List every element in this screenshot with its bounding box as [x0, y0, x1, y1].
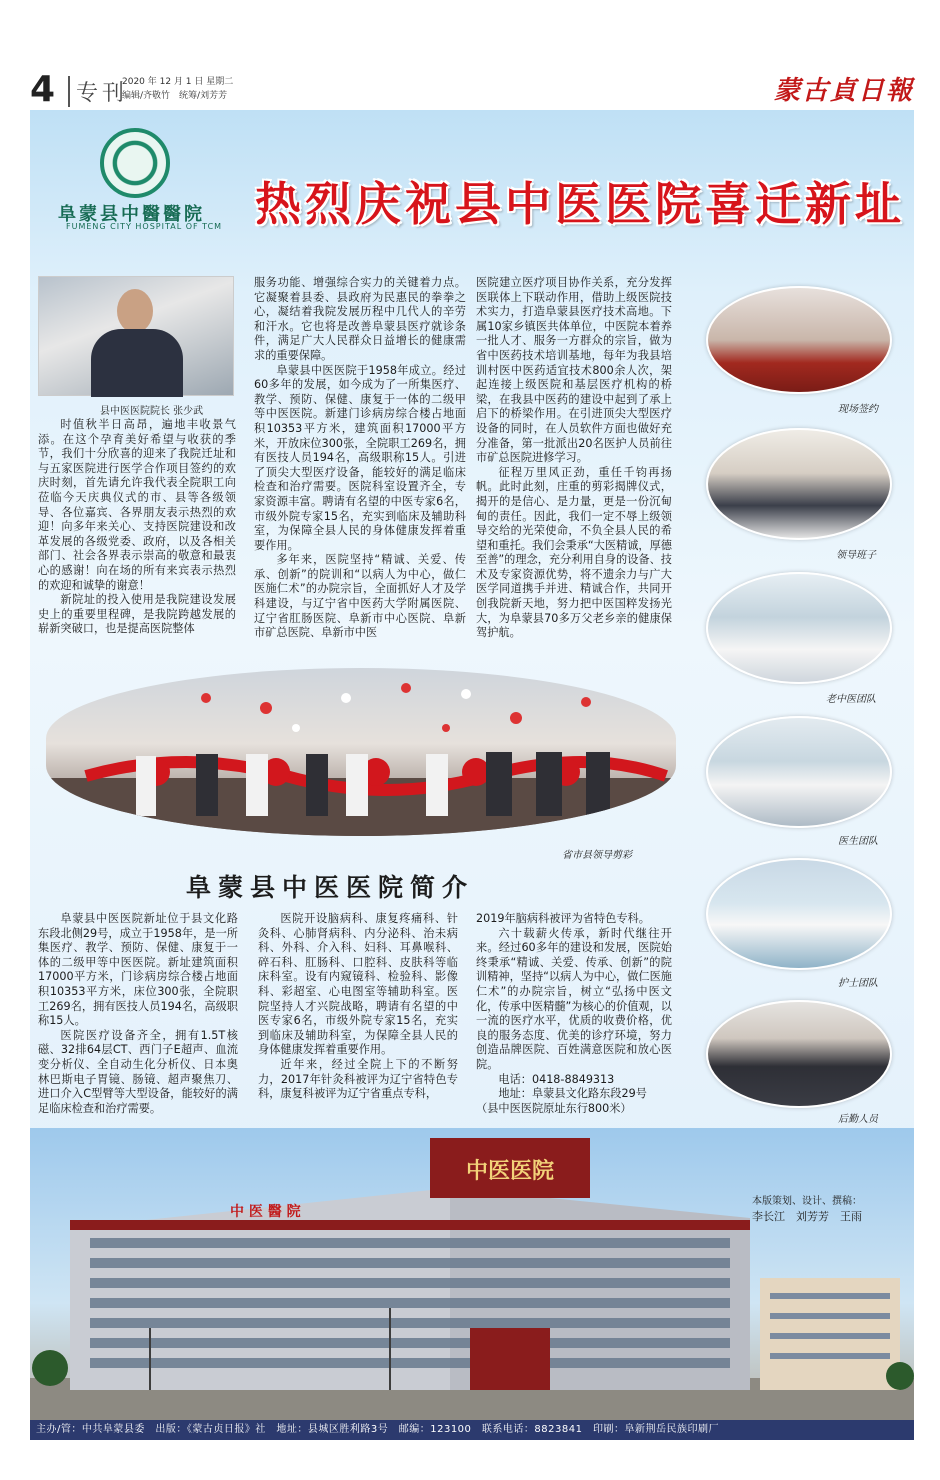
photo-ribbon-cutting — [46, 668, 676, 836]
photo-caption-doctors: 医生团队 — [838, 836, 878, 847]
photo-leaders — [706, 428, 892, 540]
article-paragraph: 征程万里风正劲，重任千钧再扬帆。此时此刻，庄重的剪彩揭牌仪式，揭开的是信心、是力量，更是一份沉甸甸的责任。因此，我们一定不辱上级领导交给的光荣使命，不负全县人民的希望和重托。我们会秉承“大医精诚，厚德至善”的理念，充分利用自身的设备、技术及专家资源优势，将不遗余力与广大医学同道携手并进、精诚合作，共同开创我院新天地，努力把中医国粹发扬光大，为阜蒙县70多万父老乡亲的健康保驾护航。 — [476, 465, 672, 640]
article-paragraph: 阜蒙县中医医院于1958年成立。经过60多年的发展，如今成为了一所集医疗、教学、预防、保健、康复于一体的二级甲等中医医院。新建门诊病房综合楼占地面积10353平方米，建筑面积17000平方米，开放床位300张，全院职工269名，拥有医技人员194名，高级职称15人。引进了顶尖大型医疗设备，能较好的满足临床检查和治疗需要。医院科室设置齐全，专家资源丰富。聘请有名望的中医专家6名，市级外院专家15名，充实到临床及辅助科室，为保障全县人民的身体健康发挥着重要作用。 — [254, 363, 466, 552]
building-upper-sign: 中 医 醫 院 — [230, 1204, 301, 1220]
building-roof-sign: 中医医院 — [465, 1158, 555, 1184]
hospital-logo-name: 阜蒙县中醫醫院 — [58, 204, 205, 225]
page-number: 4 — [30, 69, 56, 110]
article-column-3 — [476, 276, 672, 641]
headline: 热烈庆祝县中医医院喜迁新址 — [255, 177, 905, 231]
director-portrait — [38, 276, 234, 396]
credits-names: 李长江 刘芳芳 王雨 — [752, 1210, 862, 1223]
paper-name: 蒙古貞日報 — [773, 76, 914, 106]
photo-caption-signing: 现场签约 — [838, 404, 878, 415]
photo-signing — [706, 286, 892, 394]
masthead — [30, 70, 914, 112]
article-paragraph: 新院址的投入使用是我院建设发展史上的重要里程碑，是我院跨越发展的崭新突破口，也是提高医院整体 — [38, 593, 236, 636]
editors-line: 编辑/齐敬竹 统筹/刘芳芳 — [122, 91, 228, 101]
photo-caption-ribbon: 省市县领导剪彩 — [562, 850, 632, 861]
portrait-head — [117, 289, 153, 333]
photo-caption-nurses: 护士团队 — [838, 978, 878, 989]
portrait-caption: 县中医医院院长 张少武 — [100, 406, 204, 417]
photo-caption-leaders: 领导班子 — [836, 550, 876, 561]
footer-bar: 主办/管：中共阜蒙县委 出版：《蒙古贞日报》社 地址：县城区胜利路3号 邮编：123100 联系电话：8823841 印刷：阜新荆岳民族印刷厂 — [30, 1420, 914, 1440]
photo-veteran-team — [706, 572, 892, 684]
intro-paragraph: 2019年脑病科被评为省特色专科。 — [476, 912, 650, 925]
photo-logistics-team — [706, 1000, 892, 1108]
article-column-1 — [38, 418, 236, 637]
hospital-logo-icon — [100, 128, 170, 198]
intro-paragraph: 医院医疗设备齐全，拥有1.5T核磁、32排64层CT、西门子E超声、血流变分析仪、全自动生化分析仪、日本奥林巴斯电子胃镜、肠镜、超声聚焦刀、进口介入C型臂等大型设备，能较好的满足临床检查和治疗需要。 — [38, 1028, 238, 1115]
intro-paragraph: 阜蒙县中医医院新址位于县文化路东段北侧29号，成立于1958年，是一所集医疗、教学、预防、保健、康复于一体的二级甲等中医医院。新址建筑面积17000平方米，门诊病房综合楼占地面积10353平方米，床位300张，全院职工269名，拥有医技人员194名，高级职称15人。 — [38, 912, 238, 1028]
photo-caption-veteran: 老中医团队 — [826, 694, 876, 705]
photo-hospital-building — [30, 1128, 914, 1420]
date-line: 2020 年 12 月 1 日 星期二 — [122, 77, 234, 87]
intro-title: 阜蒙县中医医院简介 — [186, 873, 475, 902]
portrait-body — [91, 329, 183, 397]
contact-address: 地址：阜蒙县文化路东段29号 — [498, 1087, 647, 1101]
intro-paragraph: 医院开设脑病科、康复疼痛科、针灸科、心肺肾病科、内分泌科、治未病科、外科、介入科、妇科、耳鼻喉科、碎石科、肛肠科、口腔科、皮肤科等临床科室。设有内窥镜科、检验科、影像科、彩超室、心电图室等辅助科室。医院坚持人才兴院战略，聘请有名望的中医专家6名，市级外院专家15名，充实到临床及辅助科室，为保障全县人民的身体健康发挥着重要作用。 — [258, 912, 458, 1057]
photo-nurses-team — [706, 858, 892, 970]
photo-caption-logistics: 后勤人员 — [838, 1114, 878, 1125]
contact-phone: 电话：0418-8849313 — [498, 1072, 615, 1086]
contact-address-note: （县中医医院原址东行800米） — [476, 1101, 632, 1115]
article-paragraph: 多年来，医院坚持“精诚、关爱、传承、创新”的院训和“以病人为中心，做仁医施仁术”的办院宗旨，全面抓好人才及学科建设，与辽宁省中医药大学附属医院、辽宁省肛肠医院、阜新市中心医院、阜新市矿总医院、阜新市中医 — [254, 553, 466, 640]
ribbon-scene — [46, 668, 676, 836]
article-paragraph: 医院建立医疗项目协作关系，充分发挥医联体上下联动作用，借助上级医院技术实力，打造阜蒙县医疗技术高地。下属10家乡镇医共体单位，中医院本着养一批人才、服务一方群众的宗旨，做为省中医药技术培训基地，每年为我县培训村医中医药适宜技术800余人次，架起连接上级医院和基层医疗机构的桥梁，在我县中医药的建设中起到了承上启下的桥梁作用。在引进顶尖大型医疗设备的同时，在人员软件方面也做好充分准备，第一批派出20名医护人员前往市矿总医院进修学习。 — [476, 276, 672, 465]
article-column-2 — [254, 276, 466, 641]
intro-paragraph: 近年来，经过全院上下的不断努力，2017年针灸科被评为辽宁省特色专科，康复科被评为辽宁省重点专科， — [258, 1057, 458, 1101]
credits-label: 本版策划、设计、撰稿： — [752, 1196, 862, 1207]
building-scene — [30, 1128, 914, 1420]
intro-paragraph: 六十载薪火传承，新时代继往开来。经过60多年的建设和发展，医院始终秉承“精诚、关爱、传承、创新”的院训精神，坚持“以病人为中心，做仁医施仁术”的办院宗旨，树立“弘扬中医文化，传承中医精髓”为核心的价值观，以一流的医疗水平，优质的收费价格，优良的服务态度、优美的诊疗环境，努力创造品牌医院、百姓满意医院和放心医院。 — [476, 926, 672, 1071]
intro-column-2 — [258, 912, 458, 1102]
article-paragraph: 时值秋半日高昂，遍地丰收景气添。在这个孕育美好希望与收获的季节，我们十分欣喜的迎来了我院迁址和与五家医院进行医学合作项目签约的欢庆时刻，首先请允许我代表全院职工向莅临今天庆典仪式的市、县等各级领导、各位嘉宾、各界朋友表示热烈的欢迎！向多年来关心、支持医院建设和改革发展的各级党委、政府，以及各相关部门、社会各界表示崇高的敬意和最衷心的感谢！向在场的所有来宾表示热烈的欢迎和诚挚的谢意！ — [38, 418, 236, 592]
hospital-logo-en: FUMENG CITY HOSPITAL OF TCM — [66, 222, 223, 231]
article-paragraph: 服务功能、增强综合实力的关键着力点。它凝聚着县委、县政府为民惠民的拳拳之心，凝结着我院发展历程中几代人的辛劳和汗水。它也将是改善阜蒙县医疗就诊条件，满足广大人民群众日益增长的健康需求的重要保障。 — [254, 276, 466, 362]
photo-doctors-team — [706, 716, 892, 828]
intro-column-3 — [476, 912, 672, 1116]
section-name: 专刊 — [68, 76, 128, 107]
intro-column-1 — [38, 912, 238, 1116]
